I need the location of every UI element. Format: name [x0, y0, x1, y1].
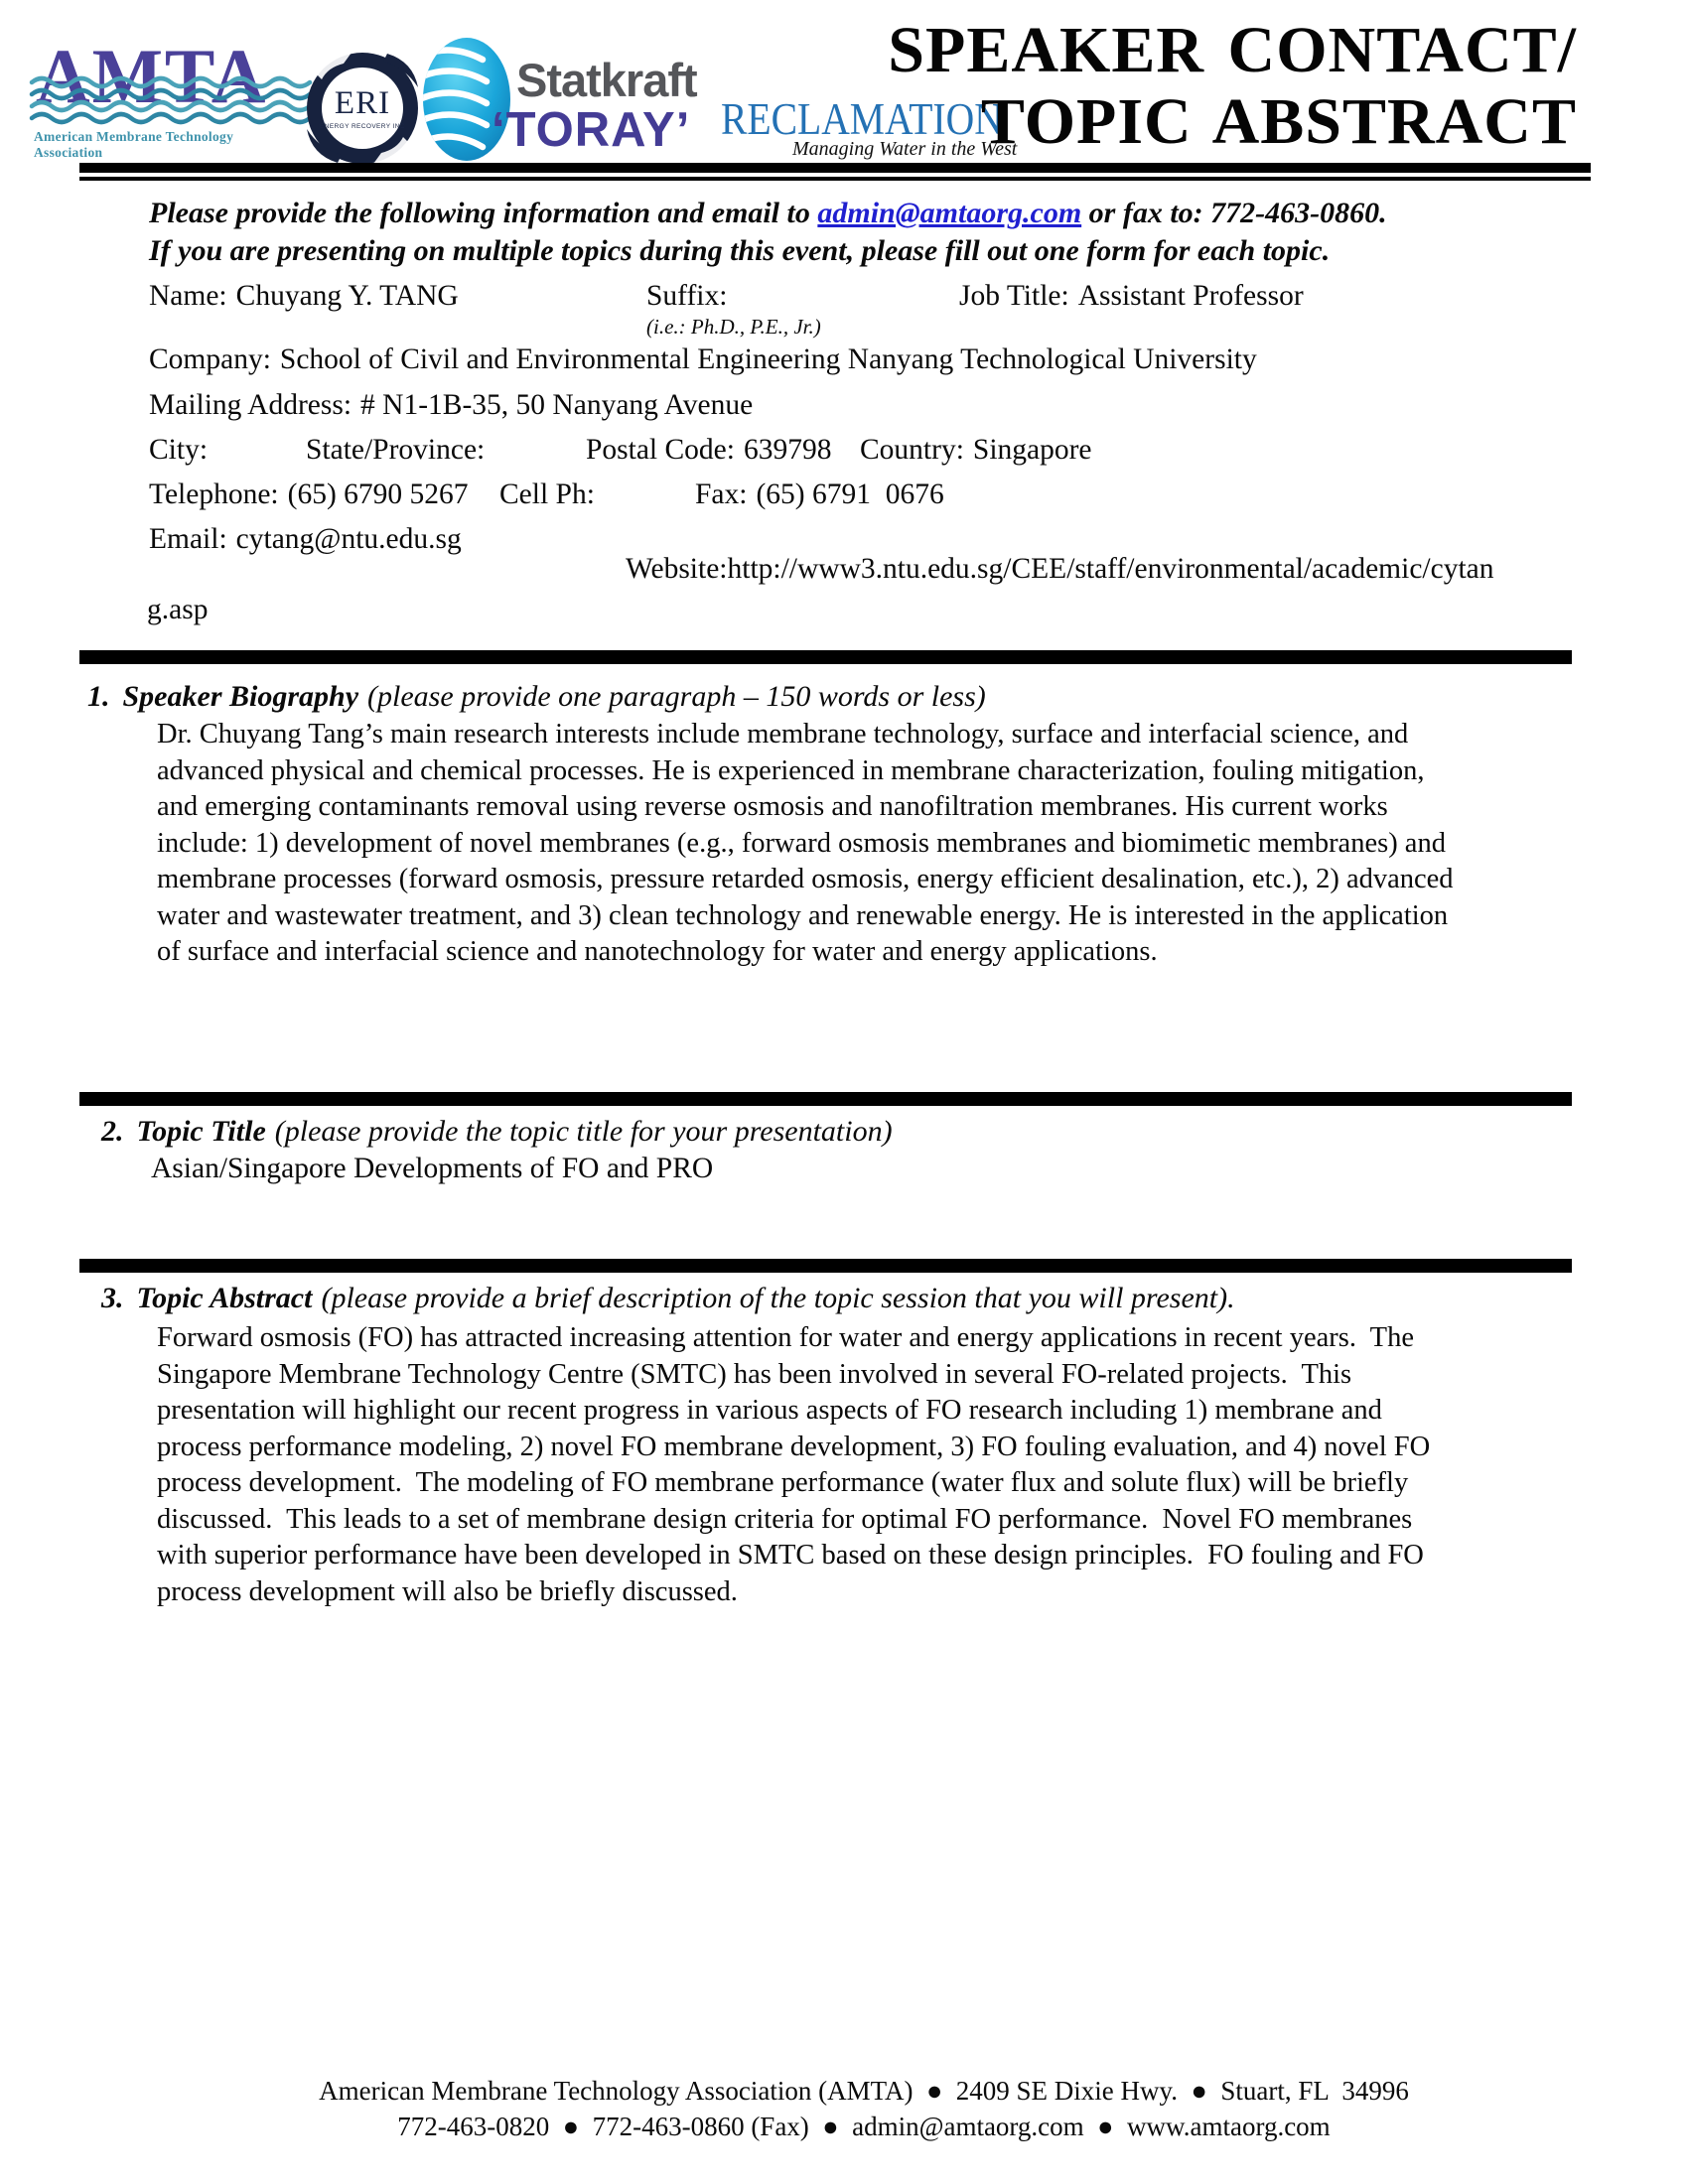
section3-divider: [79, 1259, 1572, 1273]
state-label: State/Province:: [306, 434, 486, 466]
abstract-line: process development. The modeling of FO membrane performance (water flux and solute flux) will be briefly: [157, 1467, 1409, 1498]
biography-line: and emerging contaminants removal using reverse osmosis and nanofiltration membranes. His current works: [157, 791, 1388, 822]
telephone-value: (65) 6790 5267: [287, 478, 469, 510]
section1-hint: (please provide one paragraph – 150 words or less): [367, 680, 986, 713]
name-value: Chuyang Y. TANG: [235, 280, 459, 312]
amta-wordmark: AMTA: [36, 33, 268, 119]
biography-line: advanced physical and chemical processes. He is experienced in membrane characterization, fouling mitigation,: [157, 754, 1425, 786]
biography-line: water and wastewater treatment, and 3) clean technology and renewable energy. He is interested in the application: [157, 899, 1449, 931]
state-field: [306, 434, 493, 467]
fax-value: (65) 6791 0676: [756, 478, 944, 510]
job-title-value: Assistant Professor: [1077, 280, 1304, 312]
section3-heading: [101, 1283, 1235, 1314]
fax-label: Fax:: [695, 478, 748, 510]
section2-title: Topic Title: [136, 1115, 266, 1148]
company-field: [149, 343, 1257, 376]
footer-address-line: American Membrane Technology Association (AMTA) ● 2409 SE Dixie Hwy. ● Stuart, FL 34996: [319, 2076, 1409, 2106]
topic-title-value: Asian/Singapore Developments of FO and PRO: [151, 1153, 714, 1184]
statkraft-wordmark: Statkraft: [516, 54, 697, 106]
form-instructions: [149, 195, 1387, 270]
page-title-line1: SPEAKER CONTACT/: [888, 14, 1577, 86]
abstract-line: with superior performance have been developed in SMTC based on these design principles. FO fouling and FO: [157, 1540, 1424, 1570]
speaker-biography-text: [157, 717, 1454, 971]
section1-number: 1.: [87, 680, 110, 713]
section2-number: 2.: [101, 1115, 124, 1148]
mailing-address-value: # N1-1B-35, 50 Nanyang Avenue: [360, 389, 754, 421]
amta-logo: [28, 33, 296, 160]
website-value-line2: g.asp: [147, 594, 209, 625]
section3-hint: (please provide a brief description of the topic session that you will present).: [321, 1282, 1235, 1314]
mailing-address-field: [149, 389, 753, 422]
footer-contact-line: 772-463-0820 ● 772-463-0860 (Fax) ● admin@amtaorg.com ● www.amtaorg.com: [397, 2112, 1331, 2141]
abstract-line: presentation will highlight our recent progress in various aspects of FO research including 1) membrane and: [157, 1395, 1382, 1426]
header-divider: [79, 163, 1591, 181]
biography-line: Dr. Chuyang Tang’s main research interests include membrane technology, surface and interfacial science, and: [157, 719, 1409, 750]
biography-line: include: 1) development of novel membranes (e.g., forward osmosis membranes and biomimetic membranes) and: [157, 827, 1446, 859]
instructions-line2: If you are presenting on multiple topics during this event, please fill out one form for each topic.: [149, 234, 1331, 267]
instructions-line1-prefix: Please provide the following information and email to: [149, 197, 818, 229]
country-field: [860, 434, 1092, 467]
section3-title: Topic Abstract: [136, 1282, 313, 1314]
section1-heading: [87, 681, 986, 713]
job-title-label: Job Title:: [959, 280, 1069, 312]
job-title-field: [959, 280, 1304, 313]
section1-divider: [79, 650, 1572, 664]
suffix-hint: (i.e.: Ph.D., P.E., Jr.): [646, 315, 821, 339]
website-field: [626, 553, 1494, 586]
biography-line: of surface and interfacial science and nanotechnology for water and energy applications.: [157, 936, 1158, 967]
section3-number: 3.: [101, 1282, 124, 1314]
mailing-address-label: Mailing Address:: [149, 389, 352, 421]
postal-code-label: Postal Code:: [586, 434, 735, 466]
cell-field: [499, 478, 604, 511]
eri-logo: [304, 50, 421, 167]
telephone-label: Telephone:: [149, 478, 279, 510]
telephone-field: [149, 478, 469, 511]
postal-code-field: [586, 434, 831, 467]
abstract-line: discussed. This leads to a set of membrane design criteria for optimal FO performance. Novel FO membranes: [157, 1503, 1413, 1535]
email-field: [149, 523, 462, 556]
company-label: Company:: [149, 343, 271, 375]
reclamation-wordmark: RECLAMATION: [721, 94, 1003, 144]
abstract-line: process performance modeling, 2) novel FO membrane development, 3) FO fouling evaluation, and 4) novel FO: [157, 1431, 1431, 1462]
section1-title: Speaker Biography: [122, 680, 359, 713]
instructions-line1: [149, 195, 1387, 232]
suffix-field: [646, 280, 736, 313]
website-label: Website:: [626, 553, 728, 585]
eri-caption: ENERGY RECOVERY INC: [320, 123, 405, 130]
eri-wordmark: ERI: [334, 85, 391, 121]
fax-field: [695, 478, 944, 511]
city-field: [149, 434, 216, 467]
biography-line: membrane processes (forward osmosis, pressure retarded osmosis, energy efficient desalination, etc.), 2) advanced: [157, 864, 1454, 894]
toray-wordmark: ‘TORAY’: [492, 103, 691, 157]
instructions-line1-suffix: or fax to: 772-463-0860.: [1081, 197, 1387, 229]
abstract-line: Forward osmosis (FO) has attracted increasing attention for water and energy applications in recent years. The: [157, 1322, 1414, 1353]
section2-divider: [79, 1092, 1572, 1106]
city-label: City:: [149, 434, 209, 466]
amta-caption: American Membrane Technology Association: [34, 129, 234, 160]
postal-code-value: 639798: [743, 434, 832, 466]
country-label: Country:: [860, 434, 964, 466]
amta-waves-icon: [28, 75, 316, 127]
email-value: cytang@ntu.edu.sg: [235, 523, 462, 555]
company-value: School of Civil and Environmental Engineering Nanyang Technological University: [279, 343, 1257, 375]
topic-abstract-text: [157, 1320, 1430, 1610]
admin-email-link[interactable]: admin@amtaorg.com: [817, 197, 1082, 229]
page-title-line2: TOPIC ABSTRACT: [980, 85, 1577, 158]
email-label: Email:: [149, 523, 227, 555]
abstract-line: Singapore Membrane Technology Centre (SMTC) has been involved in several FO-related projects. This: [157, 1358, 1352, 1390]
country-value: Singapore: [972, 434, 1092, 466]
cell-label: Cell Ph:: [499, 478, 595, 510]
name-label: Name:: [149, 280, 227, 312]
name-field: [149, 280, 459, 313]
website-value-line1: http://www3.ntu.edu.sg/CEE/staff/environmental/academic/cytan: [727, 553, 1494, 585]
abstract-line: process development will also be briefly discussed.: [157, 1575, 738, 1607]
suffix-label: Suffix:: [646, 280, 728, 312]
section2-hint: (please provide the topic title for your presentation): [274, 1115, 893, 1148]
section2-heading: [101, 1116, 893, 1148]
reclamation-tagline: Managing Water in the West: [792, 138, 1018, 160]
